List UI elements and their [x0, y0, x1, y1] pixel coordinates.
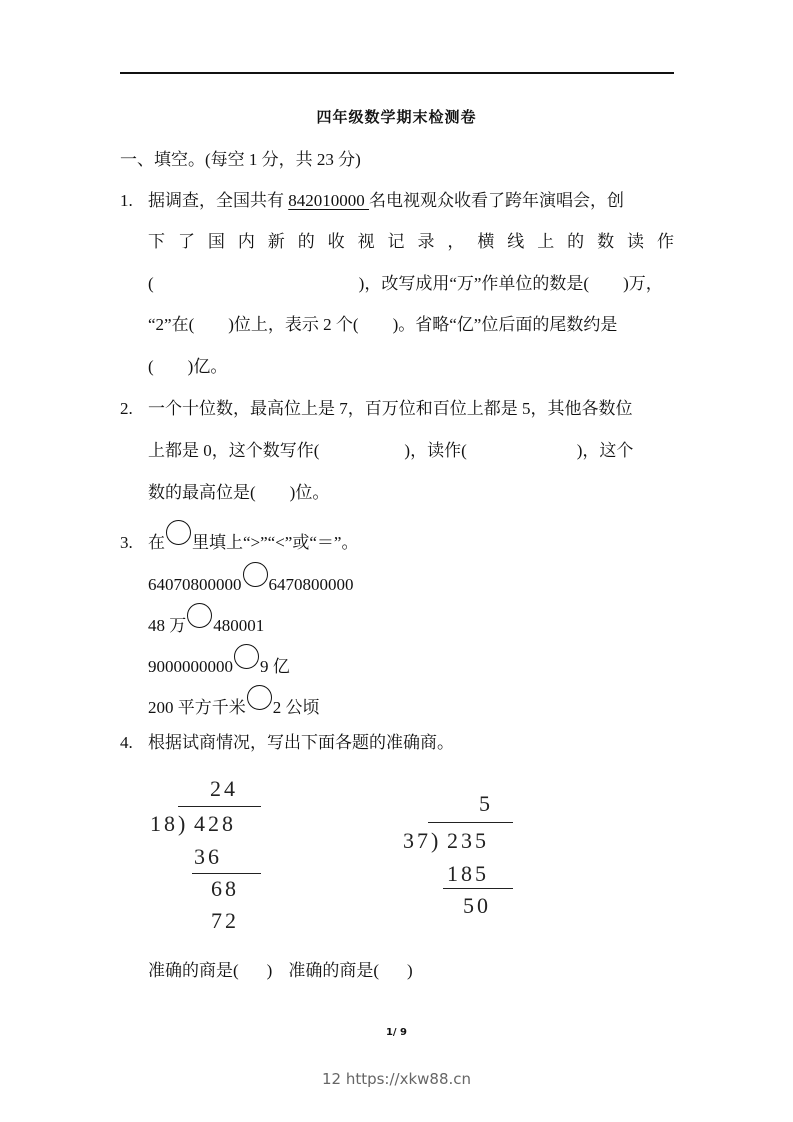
text-char: 内 [237, 232, 255, 251]
text-char: 的 [297, 232, 315, 251]
divisor: 18) [150, 811, 189, 836]
q3-instruction: 3. 在 里填上“>”“<”或“＝”。 [120, 526, 358, 555]
text-char: 录 [417, 232, 435, 251]
partial-product: 36 [194, 844, 222, 869]
compare-item: 64070800000 6470800000 [148, 568, 354, 597]
division-bar [428, 822, 513, 823]
header-rule [120, 72, 674, 74]
dividend: 428 [194, 811, 236, 836]
text-char: 新 [267, 232, 285, 251]
divisor: 37) [403, 828, 442, 853]
text-char: 记 [387, 232, 405, 251]
partial-product: 72 [211, 908, 239, 933]
q2-line2: 上都是 0，这个数写作( )，读作( )，这个 [148, 441, 634, 460]
compare-circle[interactable] [243, 562, 268, 587]
q1-line4: “2”在( )位上，表示 2 个( )。省略“亿”位后面的尾数约是 [148, 315, 618, 334]
text-char: 视 [357, 232, 375, 251]
partial-product: 185 [447, 861, 489, 886]
text-char: 线 [507, 232, 525, 251]
subtraction-line [192, 873, 261, 874]
division-bar [178, 806, 261, 807]
text-char: 读 [627, 232, 644, 251]
q2-number: 2. [120, 399, 133, 418]
text-char: 国 [207, 232, 225, 251]
q1-number: 1. [120, 191, 133, 210]
q1-line3: ( )，改写成用“万”作单位的数是( )万， [148, 274, 663, 293]
text-char: 数 [597, 232, 615, 251]
q1-underlined-number: 842010000 [288, 191, 369, 210]
page-number: 1/ 9 [385, 1027, 408, 1038]
text-char: 作 [656, 232, 674, 251]
q2-line3: 数的最高位是( )位。 [148, 483, 330, 502]
q2-line1: 2. 一个十位数，最高位上是 7，百万位和百位上都是 5，其他各数位 [120, 397, 633, 421]
dividend: 235 [447, 828, 489, 853]
compare-item: 48 万 480001 [148, 609, 264, 638]
text-char: ， [447, 232, 465, 251]
q3-number: 3. [120, 533, 133, 552]
page-title: 四年级数学期末检测卷 [316, 108, 477, 126]
text-char: 上 [537, 232, 555, 251]
text-char: 的 [567, 232, 585, 251]
compare-circle[interactable] [234, 644, 259, 669]
quotient: 5 [479, 791, 493, 816]
quotient: 24 [210, 776, 238, 801]
compare-item: 200 平方千米 2 公顷 [148, 691, 320, 720]
q1-line5: ( )亿。 [148, 357, 228, 376]
q4-number: 4. [120, 733, 133, 752]
text-char: 了 [177, 232, 195, 251]
q1-line2 [148, 230, 674, 254]
circle-icon [166, 520, 191, 545]
watermark: 12 https://xkw88.cn [321, 1070, 472, 1088]
text-char: 横 [477, 232, 495, 251]
compare-circle[interactable] [187, 603, 212, 628]
q4-instruction: 4. 根据试商情况，写出下面各题的准确商。 [120, 731, 454, 755]
compare-circle[interactable] [247, 685, 272, 710]
text-char: 收 [327, 232, 345, 251]
q4-answers: 准确的商是( ) 准确的商是( ) [148, 961, 413, 980]
subtraction-line [443, 888, 513, 889]
remainder: 68 [211, 876, 239, 901]
remainder: 50 [463, 893, 491, 918]
section-heading: 一、填空。(每空 1 分，共 23 分) [120, 150, 361, 169]
compare-item: 9000000000 9 亿 [148, 650, 290, 679]
q1-line1: 1. 据调查，全国共有 842010000 名电视观众收看了跨年演唱会，创 [120, 189, 624, 213]
text-char: 下 [148, 232, 165, 251]
